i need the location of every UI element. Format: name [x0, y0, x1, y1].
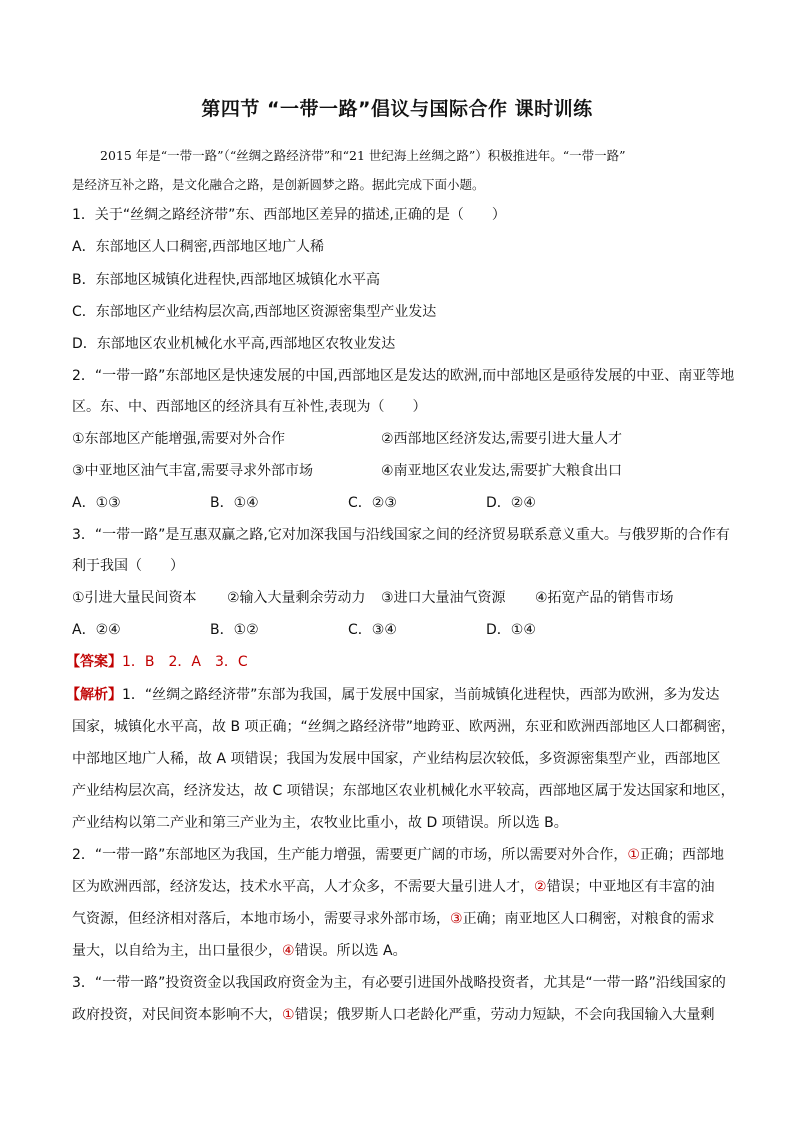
- question-2-item-4: ④南亚地区农业发达,需要扩大粮食出口: [381, 463, 622, 479]
- question-2-item-2: ②西部地区经济发达,需要引进大量人才: [381, 431, 622, 447]
- explanation-text: 量大，以自给为主，出口量很少，: [72, 943, 282, 959]
- question-3-choice-d: D．①④: [486, 622, 536, 638]
- explanation-text: 政府投资，对民间资本影响不大，: [72, 1007, 282, 1023]
- question-3-item-1: ①引进大量民间资本: [72, 590, 197, 606]
- explanation-q2-line-4: [72, 942, 407, 960]
- circled-number: ①: [282, 1007, 295, 1023]
- explanation-q2-line-2: [72, 878, 715, 896]
- explanation-text: 正确；西部地: [639, 847, 724, 863]
- question-3-stem-line-1: 3．“一带一路”是互惠双赢之路,它对加深我国与沿线国家之间的经济贸易联系意义重大。与俄罗斯的合作有: [72, 527, 730, 543]
- question-1-option-a: A．东部地区人口稠密,西部地区地广人稀: [72, 239, 325, 255]
- answer-tag: 【答案】: [66, 654, 122, 670]
- explanation-q2-line-3: [72, 910, 715, 928]
- question-2-choice-b: B．①④: [210, 495, 259, 511]
- question-1-option-b: B．东部地区城镇化进程快,西部地区城镇化水平高: [72, 272, 381, 288]
- explanation-q3-line-2: [72, 1006, 715, 1024]
- question-1-option-d: D．东部地区农业机械化水平高,西部地区农牧业发达: [72, 336, 396, 352]
- question-2-choice-a: A．①③: [72, 495, 121, 511]
- answer-text: 1．B 2．A 3．C: [122, 654, 248, 670]
- question-3-stem-line-2: 利于我国（ ）: [72, 558, 184, 574]
- question-2-choice-c: C．②③: [348, 495, 397, 511]
- question-3-choice-b: B．①②: [210, 622, 259, 638]
- explanation-text: 1．“丝绸之路经济带”东部为我国，属于发展中国家，当前城镇化进程快，西部为欧洲，多为发达: [122, 687, 720, 703]
- question-2-stem-line-2: 区。东、中、西部地区的经济具有互补性,表现为（ ）: [72, 399, 427, 415]
- question-3-choice-a: A．②④: [72, 622, 121, 638]
- question-1-option-c: C．东部地区产业结构层次高,西部地区资源密集型产业发达: [72, 304, 437, 320]
- explanation-line-5: 产业结构以第二产业和第三产业为主，农牧业比重小，故 D 项错误。所以选 B。: [72, 815, 568, 831]
- intro-line-2: 是经济互补之路，是文化融合之路，是创新圆梦之路。据此完成下面小题。: [72, 177, 485, 192]
- question-2-item-3: ③中亚地区油气丰富,需要寻求外部市场: [72, 463, 313, 479]
- explanation-text: 正确；南亚地区人口稠密，对粮食的需求: [462, 911, 715, 927]
- circled-number: ②: [534, 879, 547, 895]
- intro-line-1: 2015 年是“一带一路”（“丝绸之路经济带”和“21 世纪海上丝绸之路”）积极推进年。“一带一路”: [100, 148, 626, 163]
- question-3-item-4: ④拓宽产品的销售市场: [535, 590, 674, 606]
- question-3-choice-c: C．③④: [348, 622, 397, 638]
- explanation-line-4: 产业结构层次高，经济发达，故 C 项错误；东部地区农业机械化水平较高，西部地区属于发达国家和地区，: [72, 783, 735, 799]
- explanation-text: 错误；中亚地区有丰富的油: [546, 879, 715, 895]
- explanation-line-2: 国家，城镇化水平高，故 B 项正确；“丝绸之路经济带”地跨亚、欧两洲，东亚和欧洲西部地区人口都稠密，: [72, 719, 736, 735]
- question-2-item-1: ①东部地区产能增强,需要对外合作: [72, 431, 286, 447]
- explanation-text: 气资源，但经济相对落后，本地市场小，需要寻求外部市场，: [72, 911, 450, 927]
- explanation-text: 错误；俄罗斯人口老龄化严重，劳动力短缺，不会向我国输入大量剩: [294, 1007, 715, 1023]
- question-1-stem: 1．关于“丝绸之路经济带”东、西部地区差异的描述,正确的是（ ）: [72, 207, 506, 223]
- circled-number: ④: [282, 943, 295, 959]
- explanation-q3-line-1: 3．“一带一路”投资资金以我国政府资金为主，有必要引进国外战略投资者，尤其是“一带一路”沿线国家的: [72, 975, 726, 991]
- explanation-q2-line-1: [72, 846, 724, 864]
- explanation-text: 2．“一带一路”东部地区为我国，生产能力增强，需要更广阔的市场，所以需要对外合作，: [72, 847, 628, 863]
- explanation-text: 区为欧洲西部，经济发达，技术水平高，人才众多，不需要大量引进人才，: [72, 879, 534, 895]
- answer-line: [66, 653, 248, 671]
- circled-number: ③: [450, 911, 463, 927]
- explanation-line-3: 中部地区地广人稀，故 A 项错误；我国为发展中国家，产业结构层次较低，多资源密集型产业，西部地区: [72, 751, 721, 767]
- question-2-choice-d: D．②④: [486, 495, 536, 511]
- explanation-text: 错误。所以选 A。: [294, 943, 407, 959]
- question-3-item-2: ②输入大量剩余劳动力: [227, 590, 366, 606]
- page-title: 第四节 “一带一路”倡议与国际合作 课时训练: [201, 98, 593, 120]
- explanation-line-1: [66, 686, 719, 704]
- question-3-item-3: ③进口大量油气资源: [381, 590, 506, 606]
- circled-number: ①: [627, 847, 640, 863]
- question-2-stem-line-1: 2．“一带一路”东部地区是快速发展的中国,西部地区是发达的欧洲,而中部地区是亟待发展的中亚、南亚等地: [72, 368, 735, 384]
- explanation-tag: 【解析】: [66, 687, 122, 703]
